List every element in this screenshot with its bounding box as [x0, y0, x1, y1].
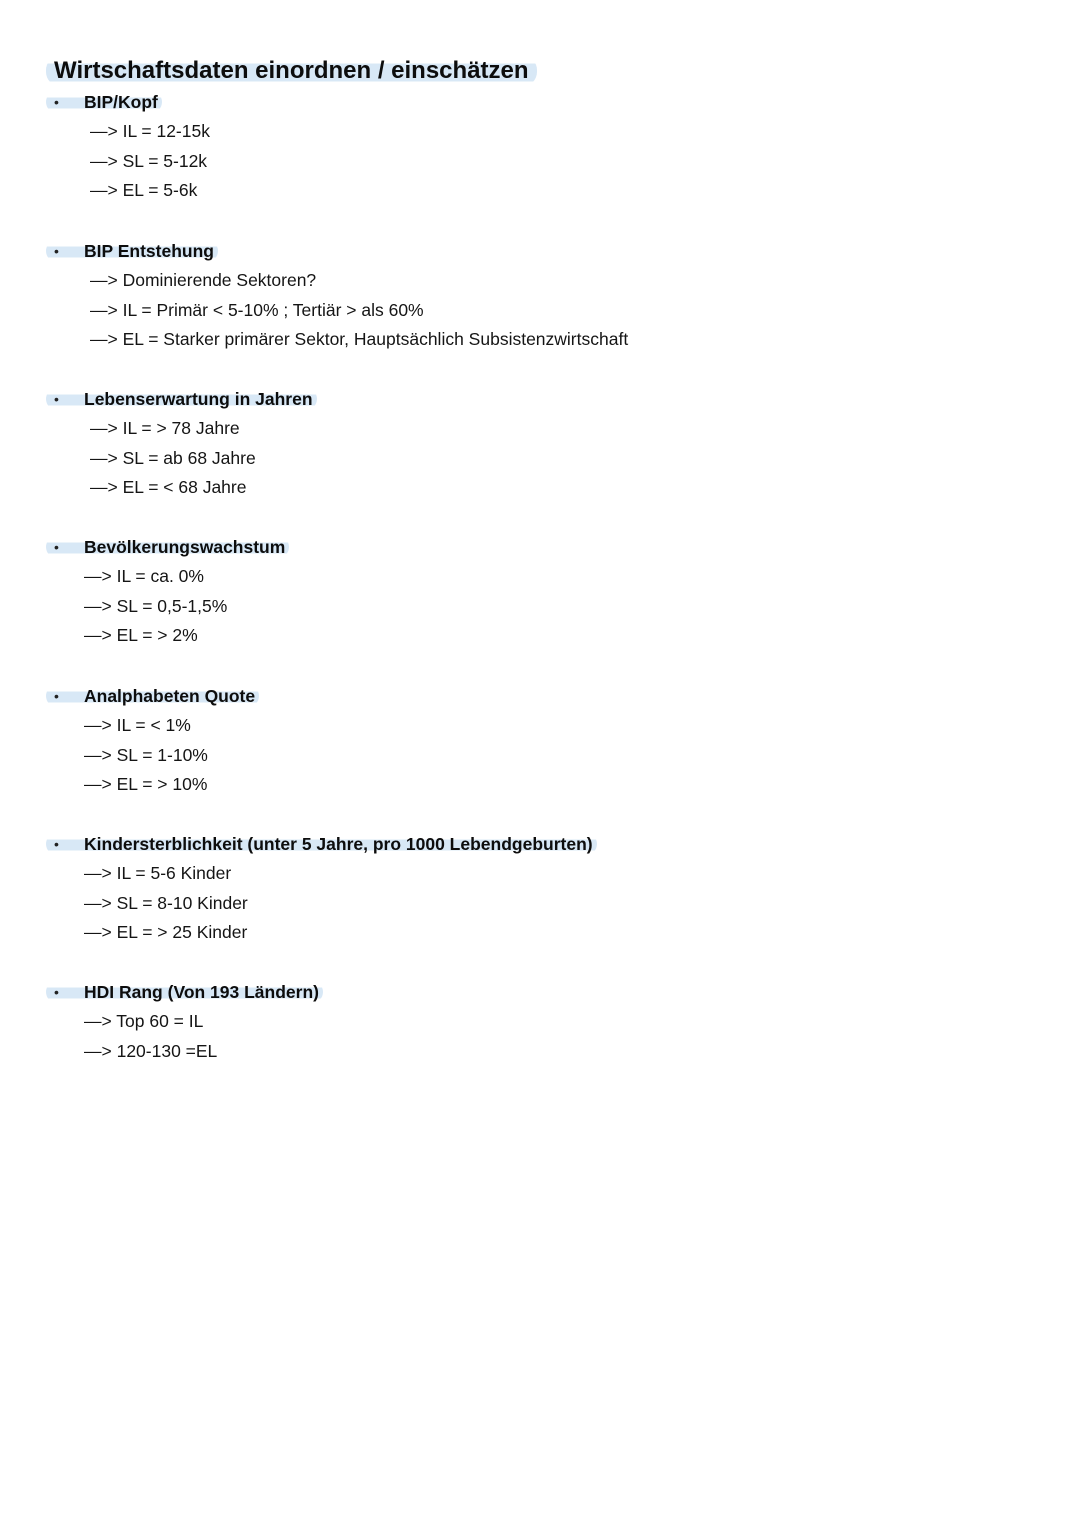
list-item: —> EL = > 2% [84, 625, 198, 646]
section-heading-label: HDI Rang (Von 193 Ländern) [84, 981, 319, 1002]
section-heading [46, 91, 162, 113]
bullet-icon: • [54, 836, 59, 852]
section-heading-label: Kindersterblichkeit (unter 5 Jahre, pro 1000 Lebendgeburten) [84, 833, 593, 854]
section-bevoelkerungswachstum [46, 536, 289, 651]
bullet-icon: • [54, 94, 59, 110]
list-item: —> IL = < 1% [84, 715, 191, 735]
list-item: —> IL = > 78 Jahre [90, 418, 240, 438]
page-title: Wirtschaftsdaten einordnen / einschätzen [46, 56, 537, 86]
bullet-icon: • [54, 539, 59, 555]
list-item: —> SL = 0,5-1,5% [84, 595, 228, 616]
section-heading-label: BIP/Kopf [84, 91, 158, 112]
bullet-icon: • [54, 391, 59, 407]
section-heading [46, 240, 218, 262]
list-item: —> SL = 5-12k [90, 150, 208, 171]
list-item: —> IL = 12-15k [90, 121, 210, 141]
section-heading-label: BIP Entstehung [84, 240, 214, 261]
list-item: —> SL = 1-10% [84, 744, 208, 765]
bullet-icon: • [54, 243, 59, 259]
section-heading [46, 685, 259, 707]
list-item: —> EL = Starker primärer Sektor, Hauptsächlich Subsistenzwirtschaft [90, 329, 629, 350]
list-item: —> Top 60 = IL [84, 1011, 204, 1031]
section-heading [46, 536, 289, 558]
list-item: —> SL = ab 68 Jahre [90, 447, 256, 468]
section-heading [46, 388, 317, 410]
bullet-icon: • [54, 688, 59, 704]
list-item: —> EL = 5-6k [90, 180, 198, 201]
list-item: —> EL = < 68 Jahre [90, 477, 247, 498]
section-heading [46, 981, 323, 1003]
section-hdi-rang [46, 981, 323, 1066]
section-heading-label: Bevölkerungswachstum [84, 536, 286, 557]
section-heading-label: Analphabeten Quote [84, 685, 256, 706]
list-item: —> EL = > 25 Kinder [84, 922, 248, 943]
list-item: —> Dominierende Sektoren? [90, 270, 317, 290]
list-item: —> 120-130 =EL [84, 1040, 218, 1061]
section-bip-entstehung [46, 240, 628, 355]
section-heading-label: Lebenserwartung in Jahren [84, 388, 313, 409]
section-lebenserwartung [46, 388, 317, 503]
section-heading [46, 833, 597, 855]
list-item: —> IL = Primär < 5-10% ; Tertiär > als 60% [90, 299, 424, 320]
section-analphabeten-quote [46, 685, 259, 800]
section-kindersterblichkeit [46, 833, 597, 948]
bullet-icon: • [54, 984, 59, 1000]
list-item: —> IL = ca. 0% [84, 566, 204, 586]
section-bip-kopf [46, 91, 210, 206]
list-item: —> IL = 5-6 Kinder [84, 863, 232, 883]
list-item: —> SL = 8-10 Kinder [84, 892, 248, 913]
list-item: —> EL = > 10% [84, 774, 208, 795]
